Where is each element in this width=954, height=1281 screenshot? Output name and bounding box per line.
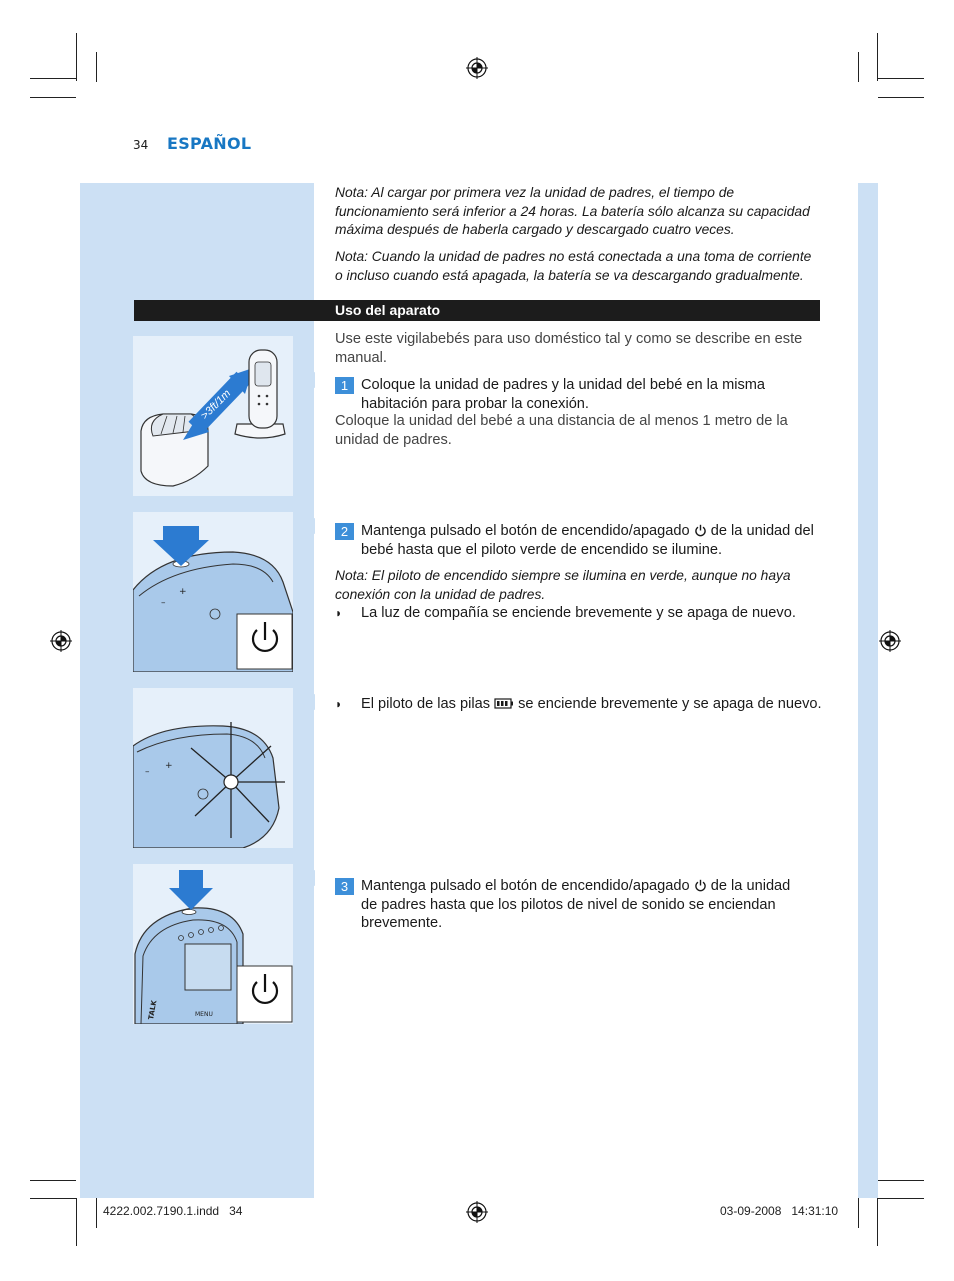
- step-3: [335, 877, 805, 933]
- page-number: 34: [133, 138, 149, 152]
- registration-mark-icon: [879, 630, 901, 652]
- figure-parent-unit-power: [133, 864, 293, 1024]
- figure-baby-unit-power: [133, 512, 293, 672]
- section-header-bar: [134, 300, 820, 321]
- step-text-before: Mantenga pulsado el botón de encendido/apagado: [361, 878, 690, 894]
- power-icon: [694, 879, 707, 892]
- step-text-after: de la unidad del bebé hasta que el piloto verde de encendido se ilumine.: [361, 523, 814, 558]
- bullet-text: La luz de compañía se enciende brevemente y se apaga de nuevo.: [361, 605, 796, 621]
- bullet-icon: ◗: [335, 606, 343, 620]
- step-number-badge: 3: [335, 878, 354, 895]
- bullet-text-before: El piloto de las pilas: [361, 696, 490, 712]
- bullet-text-after: se enciende brevemente y se apaga de nuevo.: [518, 696, 822, 712]
- figure-baby-unit-light: [133, 688, 293, 848]
- key-minus-label: –: [145, 767, 150, 777]
- footer-file-info: 4222.002.7190.1.indd 34: [103, 1204, 243, 1218]
- step-number-badge: 1: [335, 377, 354, 394]
- figure-pointer: [293, 694, 315, 710]
- power-icon: [694, 524, 707, 537]
- note-first-charge: Nota: Al cargar por primera vez la unidad de padres, el tiempo de funcionamiento será inferior a 24 horas. La batería sólo alcanza su capacidad máxima después de haberla cargado y descargado cuatro veces.: [335, 185, 810, 237]
- note-discharge: Nota: Cuando la unidad de padres no está conectada a una toma de corriente o incluso cuando está apagada, la batería se va descargando gradualmente.: [335, 249, 812, 283]
- battery-icon: [494, 698, 514, 709]
- step-number-badge: 2: [335, 523, 354, 540]
- figure-pointer: [293, 518, 315, 534]
- registration-mark-icon: [466, 1201, 488, 1223]
- step-text-before: Mantenga pulsado el botón de encendido/apagado: [361, 523, 690, 539]
- step-1-subtext: Coloque la unidad del bebé a una distancia de al menos 1 metro de la unidad de padres.: [335, 413, 788, 448]
- figure-pointer: [293, 372, 315, 388]
- registration-mark-icon: [466, 57, 488, 79]
- battery-bullet: [335, 695, 825, 714]
- language-heading: ESPAÑOL: [167, 134, 252, 153]
- key-minus-label: –: [161, 598, 166, 608]
- section-intro: Use este vigilabebés para uso doméstico tal y como se describe en este manual.: [335, 331, 803, 366]
- registration-mark-icon: [50, 630, 72, 652]
- step-2: [335, 522, 825, 559]
- figure-pointer: [293, 870, 315, 886]
- distance-label: >3ft/1m: [198, 387, 234, 423]
- footer-timestamp: 03-09-2008 14:31:10: [720, 1204, 839, 1218]
- section-title: Uso del aparato: [335, 302, 441, 318]
- key-talk-label: TALK: [147, 999, 159, 1021]
- figure-units-distance: [133, 336, 293, 496]
- key-plus-label: +: [179, 587, 187, 597]
- bullet-icon: ◗: [335, 697, 343, 711]
- step-text-after: de la unidad de padres hasta que los pilotos de nivel de sonido se enciendan brevemente.: [361, 878, 791, 931]
- step-text: Coloque la unidad de padres y la unidad del bebé en la misma habitación para probar la conexión.: [361, 377, 766, 412]
- step-2-note: Nota: El piloto de encendido siempre se ilumina en verde, aunque no haya conexión con la unidad de padres.: [335, 568, 791, 602]
- right-sidebar-band: [858, 183, 878, 1198]
- step-1: [335, 376, 825, 413]
- key-menu-label: MENU: [195, 1011, 213, 1018]
- key-plus-label: +: [165, 761, 173, 771]
- step-2-bullet: [335, 604, 825, 623]
